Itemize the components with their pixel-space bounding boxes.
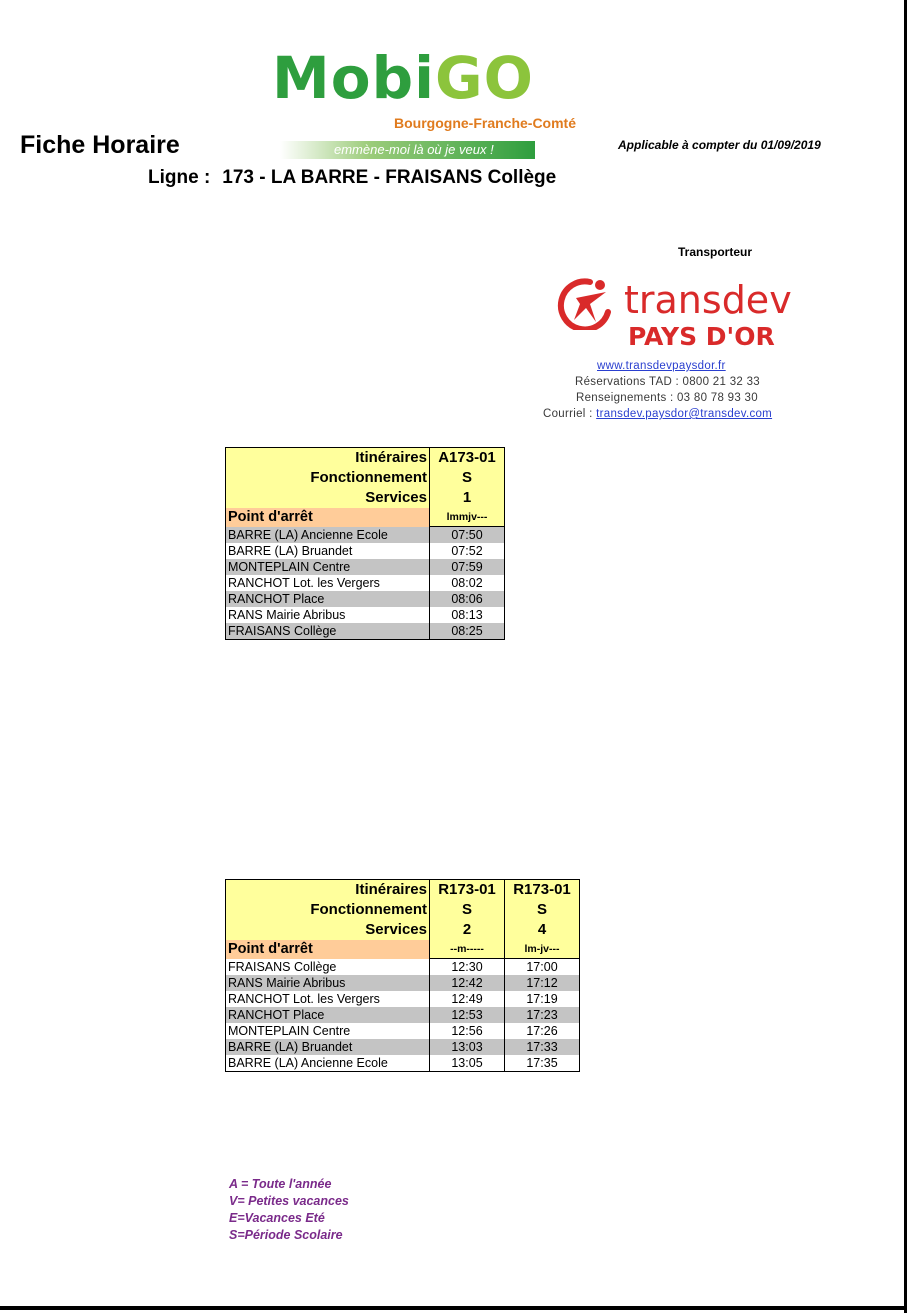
stop-name: RANCHOT Place xyxy=(226,591,430,607)
table-row xyxy=(226,1023,580,1039)
applicable-date: Applicable à compter du 01/09/2019 xyxy=(618,138,821,152)
line-value: 173 - LA BARRE - FRAISANS Collège xyxy=(222,167,557,188)
label-services: Services xyxy=(226,920,430,940)
legend-item: S=Période Scolaire xyxy=(229,1228,343,1242)
col-service: 1 xyxy=(430,488,505,508)
timetable-aller xyxy=(225,447,505,640)
transporteur-label: Transporteur xyxy=(678,245,753,259)
transporteur-website-link[interactable]: www.transdevpaysdor.fr xyxy=(597,360,726,372)
col-fonctionnement: S xyxy=(505,900,580,920)
departure-time: 17:23 xyxy=(505,1007,580,1023)
legend xyxy=(229,1176,349,1244)
label-point-arret: Point d'arrêt xyxy=(226,940,430,959)
mobigo-logo xyxy=(272,46,602,161)
transporteur-renseignements: Renseignements : 03 80 78 93 30 xyxy=(576,392,758,404)
table-row xyxy=(226,1039,580,1055)
table-row xyxy=(226,559,505,575)
header-row-itineraires xyxy=(226,880,580,901)
stop-name: RANS Mairie Abribus xyxy=(226,607,430,623)
page-title: Fiche Horaire xyxy=(20,131,180,159)
departure-time: 17:12 xyxy=(505,975,580,991)
stop-name: FRAISANS Collège xyxy=(226,623,430,640)
mobigo-wordmark xyxy=(272,46,534,110)
transporteur-email xyxy=(543,408,772,420)
legend-item: E=Vacances Eté xyxy=(229,1211,325,1225)
stop-name: RANCHOT Lot. les Vergers xyxy=(226,991,430,1007)
col-itineraire: A173-01 xyxy=(430,448,505,469)
departure-time: 12:56 xyxy=(430,1023,505,1039)
email-link[interactable]: transdev.paysdor@transdev.com xyxy=(596,408,773,420)
stop-name: BARRE (LA) Ancienne Ecole xyxy=(226,1055,430,1072)
departure-time: 13:03 xyxy=(430,1039,505,1055)
departure-time: 12:42 xyxy=(430,975,505,991)
table-row xyxy=(226,975,580,991)
departure-time: 08:13 xyxy=(430,607,505,623)
transdev-wordmark: transdev xyxy=(624,278,792,322)
col-fonctionnement: S xyxy=(430,900,505,920)
timetable-retour xyxy=(225,879,580,1072)
departure-time: 08:25 xyxy=(430,623,505,640)
departure-time: 12:30 xyxy=(430,959,505,976)
table-row xyxy=(226,1007,580,1023)
transporteur-reservations: Réservations TAD : 0800 21 32 33 xyxy=(575,376,760,388)
departure-time: 17:00 xyxy=(505,959,580,976)
page-border-bottom xyxy=(0,1306,907,1310)
stop-name: RANCHOT Lot. les Vergers xyxy=(226,575,430,591)
table-row xyxy=(226,591,505,607)
mobigo-word-mobi: Mobi xyxy=(272,44,435,112)
stop-name: RANS Mairie Abribus xyxy=(226,975,430,991)
stop-name: FRAISANS Collège xyxy=(226,959,430,976)
departure-time: 12:49 xyxy=(430,991,505,1007)
label-fonctionnement: Fonctionnement xyxy=(226,468,430,488)
transdev-subbrand: PAYS D'OR xyxy=(628,322,775,351)
departure-time: 07:50 xyxy=(430,527,505,544)
header-row-itineraires xyxy=(226,448,505,469)
mobigo-slogan: emmène-moi là où je veux ! xyxy=(334,142,494,157)
table-row xyxy=(226,575,505,591)
departure-time: 17:33 xyxy=(505,1039,580,1055)
stop-name: BARRE (LA) Bruandet xyxy=(226,543,430,559)
col-itineraire: R173-01 xyxy=(505,880,580,901)
col-service: 2 xyxy=(430,920,505,940)
label-point-arret: Point d'arrêt xyxy=(226,508,430,527)
mobigo-region: Bourgogne-Franche-Comté xyxy=(394,115,576,131)
header-row-services xyxy=(226,488,505,508)
col-jours: --m----- xyxy=(430,940,505,959)
table-row xyxy=(226,1055,580,1072)
header-row-point-arret xyxy=(226,508,505,527)
stop-name: MONTEPLAIN Centre xyxy=(226,559,430,575)
departure-time: 13:05 xyxy=(430,1055,505,1072)
col-jours: lm-jv--- xyxy=(505,940,580,959)
departure-time: 07:59 xyxy=(430,559,505,575)
table-row xyxy=(226,623,505,640)
header-row-services xyxy=(226,920,580,940)
stop-name: BARRE (LA) Ancienne Ecole xyxy=(226,527,430,544)
departure-time: 08:06 xyxy=(430,591,505,607)
departure-time: 08:02 xyxy=(430,575,505,591)
departure-time: 17:19 xyxy=(505,991,580,1007)
col-service: 4 xyxy=(505,920,580,940)
line-heading xyxy=(148,167,556,189)
departure-time: 07:52 xyxy=(430,543,505,559)
legend-item: A = Toute l'année xyxy=(229,1177,332,1191)
departure-time: 17:35 xyxy=(505,1055,580,1072)
col-itineraire: R173-01 xyxy=(430,880,505,901)
label-itineraires: Itinéraires xyxy=(226,448,430,469)
departure-time: 12:53 xyxy=(430,1007,505,1023)
header-row-fonctionnement xyxy=(226,468,505,488)
mobigo-word-go: GO xyxy=(434,44,534,112)
line-label: Ligne : xyxy=(148,167,211,188)
col-fonctionnement: S xyxy=(430,468,505,488)
departure-time: 17:26 xyxy=(505,1023,580,1039)
table-row xyxy=(226,607,505,623)
header-row-point-arret xyxy=(226,940,580,959)
col-jours: lmmjv--- xyxy=(430,508,505,527)
label-itineraires: Itinéraires xyxy=(226,880,430,901)
stop-name: MONTEPLAIN Centre xyxy=(226,1023,430,1039)
table-row xyxy=(226,959,580,976)
label-services: Services xyxy=(226,488,430,508)
page-border-right xyxy=(904,0,907,1313)
email-label: Courriel : xyxy=(543,408,597,420)
legend-item: V= Petites vacances xyxy=(229,1194,349,1208)
label-fonctionnement: Fonctionnement xyxy=(226,900,430,920)
table-row xyxy=(226,543,505,559)
stop-name: RANCHOT Place xyxy=(226,1007,430,1023)
stop-name: BARRE (LA) Bruandet xyxy=(226,1039,430,1055)
transdev-logo-icon xyxy=(550,276,614,330)
table-row xyxy=(226,991,580,1007)
table-row xyxy=(226,527,505,544)
header-row-fonctionnement xyxy=(226,900,580,920)
